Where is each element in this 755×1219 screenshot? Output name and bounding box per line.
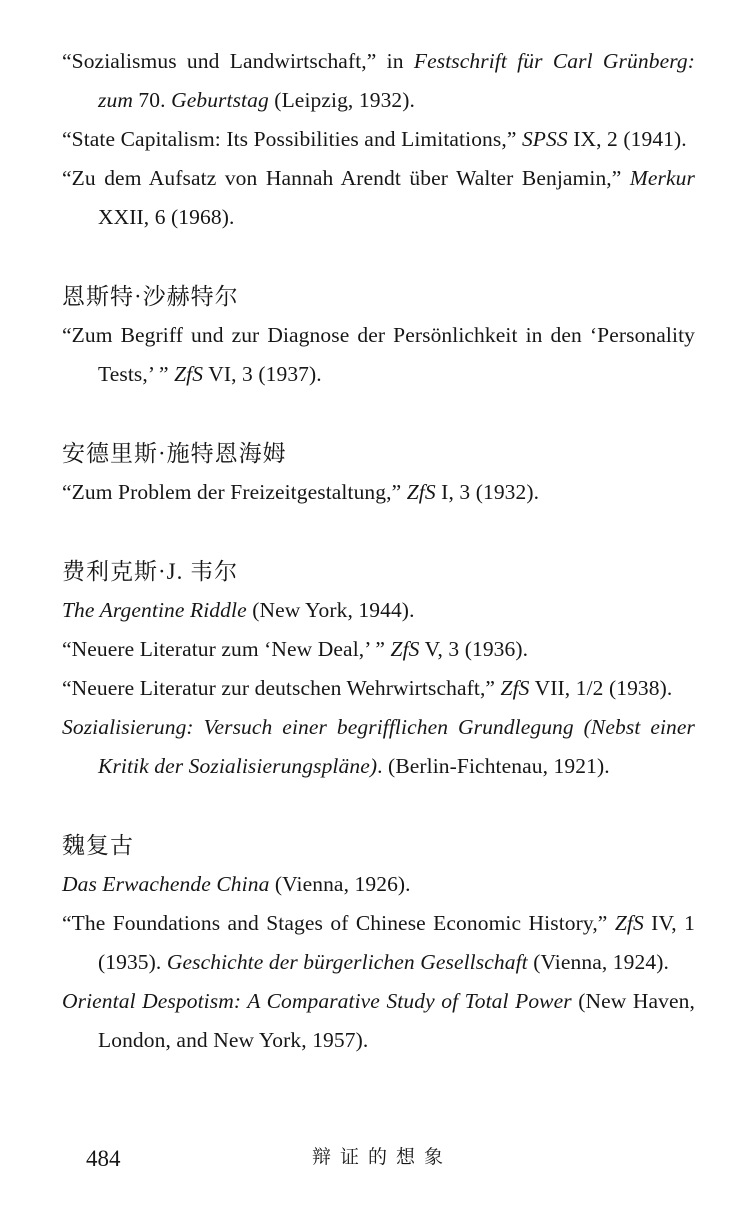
bibliography-list [62, 42, 695, 1060]
entry-text: (New York, 1944). [246, 598, 415, 622]
bibliography-entry [62, 669, 695, 708]
entry-text: “Zu dem Aufsatz von Hannah Arendt über Walter Benjamin,” [62, 166, 630, 190]
entry-text: (Vienna, 1924). [527, 950, 669, 974]
bibliography-section [62, 826, 695, 1060]
entry-text: “State Capitalism: Its Possibilities and Limitations,” [62, 127, 522, 151]
entry-text: XXII, 6 (1968). [98, 205, 235, 229]
entry-text: 70. [132, 88, 172, 112]
entry-title-italic: Merkur [629, 166, 695, 190]
entry-text: IV, 1 (1935). [98, 911, 696, 974]
entry-title-italic: Oriental Despotism: A Comparative Study of Total Power [62, 989, 572, 1013]
author-heading: 恩斯特·沙赫特尔 [62, 284, 239, 309]
entry-text: “Sozialismus und Landwirtschaft,” in [62, 49, 414, 73]
entry-title-italic: Geschichte der bürgerlichen Gesellschaft [166, 950, 528, 974]
author-heading: 费利克斯·J. 韦尔 [62, 559, 239, 584]
bibliography-section [62, 42, 695, 237]
entry-text: VI, 3 (1937). [203, 362, 322, 386]
bibliography-entry [62, 708, 695, 786]
entry-text: (New Haven, London, and New York, 1957). [98, 989, 695, 1052]
running-title: 辩证的想象 [311, 1147, 452, 1168]
entry-text: “Zum Problem der Freizeitgestaltung,” [62, 480, 407, 504]
entry-text: “Zum Begriff und zur Diagnose der Persönlichkeit in den ‘Personality Tests,’ ” [62, 323, 695, 386]
entry-title-italic: Festschrift für Carl Grünberg: zum [98, 49, 695, 112]
bibliography-section [62, 552, 695, 786]
bibliography-entry [62, 982, 695, 1060]
bibliography-entry [62, 865, 695, 904]
entry-text: “Neuere Literatur zum ‘New Deal,’ ” [62, 637, 391, 661]
author-heading: 安德里斯·施特恩海姆 [62, 441, 287, 466]
page-footer [0, 1143, 755, 1183]
bibliography-entry [62, 904, 695, 982]
entry-title-italic: The Argentine Riddle [62, 598, 247, 622]
bibliography-entry [62, 120, 695, 159]
author-heading: 魏复古 [62, 833, 134, 858]
entry-title-italic: ZfS [406, 480, 436, 504]
entry-text: VII, 1/2 (1938). [529, 676, 673, 700]
entry-title-italic: SPSS [521, 127, 568, 151]
entry-title-italic: Sozialisierung: Versuch einer begrifflichen Grundlegung (Nebst einer Kritik der Sozialisierungspläne) [62, 715, 695, 778]
entry-text: “The Foundations and Stages of Chinese Economic History,” [62, 911, 615, 935]
bibliography-entry [62, 591, 695, 630]
bibliography-entry [62, 42, 695, 120]
bibliography-entry [62, 630, 695, 669]
entry-text: IX, 2 (1941). [567, 127, 687, 151]
entry-text: . (Berlin-Fichtenau, 1921). [377, 754, 610, 778]
entry-text: (Vienna, 1926). [269, 872, 411, 896]
page-number: 484 [86, 1146, 121, 1171]
bibliography-entry [62, 316, 695, 394]
bibliography-entry [62, 473, 695, 512]
entry-text: “Neuere Literatur zur deutschen Wehrwirtschaft,” [62, 676, 501, 700]
entry-title-italic: ZfS [390, 637, 420, 661]
bibliography-section [62, 434, 695, 512]
bibliography-entry [62, 159, 695, 237]
bibliography-section [62, 277, 695, 394]
entry-title-italic: ZfS [500, 676, 530, 700]
entry-text: I, 3 (1932). [435, 480, 540, 504]
entry-text: V, 3 (1936). [419, 637, 529, 661]
entry-title-italic: Geburtstag [171, 88, 269, 112]
entry-title-italic: ZfS [614, 911, 644, 935]
entry-title-italic: Das Erwachende China [62, 872, 270, 896]
entry-title-italic: ZfS [174, 362, 204, 386]
entry-text: (Leipzig, 1932). [268, 88, 416, 112]
